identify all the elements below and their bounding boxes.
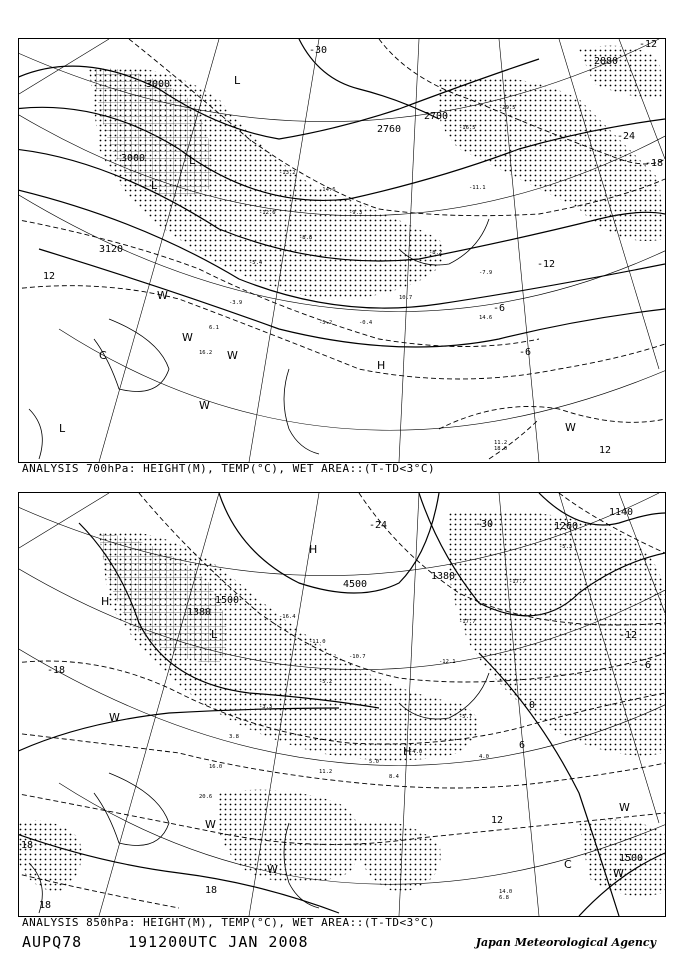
svg-text:11.2: 11.2 bbox=[319, 769, 333, 775]
svg-text:-0.4: -0.4 bbox=[359, 320, 373, 326]
svg-text:-5.2: -5.2 bbox=[319, 320, 333, 326]
center-marker: L bbox=[211, 628, 218, 641]
center-marker: H bbox=[403, 745, 412, 758]
svg-text:11.2: 11.2 bbox=[494, 440, 508, 446]
svg-text:-11.1: -11.1 bbox=[469, 185, 486, 191]
svg-text:-3.9: -3.9 bbox=[229, 300, 243, 306]
svg-text:16.0: 16.0 bbox=[209, 764, 223, 770]
temp-label: -24 bbox=[369, 520, 388, 531]
caption-700hpa: ANALYSIS 700hPa: HEIGHT(M), TEMP(°C), WET AREA::(T-TD<3°C) bbox=[22, 462, 436, 475]
height-label: 1500 bbox=[215, 595, 240, 606]
center-marker: H bbox=[101, 595, 110, 608]
height-label: 1140 bbox=[609, 507, 634, 518]
svg-text:-4.0: -4.0 bbox=[409, 749, 423, 755]
svg-text:6.8: 6.8 bbox=[499, 895, 509, 901]
center-marker: L bbox=[189, 154, 196, 167]
map-700hpa-svg bbox=[19, 39, 665, 462]
svg-text:-12.1: -12.1 bbox=[439, 659, 456, 665]
center-marker: W bbox=[109, 711, 120, 724]
map-850hpa-svg bbox=[19, 493, 665, 916]
svg-text:-5.4: -5.4 bbox=[249, 260, 263, 266]
temp-label: -18 bbox=[47, 665, 66, 676]
svg-text:-5.7: -5.7 bbox=[459, 714, 473, 720]
center-marker: W bbox=[619, 801, 630, 814]
svg-text:-17.7: -17.7 bbox=[509, 579, 526, 585]
caption-850hpa: ANALYSIS 850hPa: HEIGHT(M), TEMP(°C), WET AREA::(T-TD<3°C) bbox=[22, 916, 436, 929]
svg-text:-8.8: -8.8 bbox=[299, 235, 313, 241]
temp-label: -12 bbox=[619, 630, 638, 641]
wet-area bbox=[19, 511, 665, 896]
temp-label: 18 bbox=[21, 840, 34, 851]
height-label: 3120 bbox=[99, 244, 124, 255]
height-label: 4500 bbox=[343, 579, 368, 590]
temp-label: 12 bbox=[599, 445, 612, 456]
svg-text:-29.5: -29.5 bbox=[499, 105, 516, 111]
temp-label: 0 bbox=[529, 700, 536, 711]
svg-text:6.1: 6.1 bbox=[209, 325, 219, 331]
center-marker: L bbox=[59, 422, 66, 435]
svg-text:-9.3: -9.3 bbox=[349, 210, 363, 216]
height-label: 1500 bbox=[619, 853, 644, 864]
height-label: 3000 bbox=[146, 79, 171, 90]
temp-label: -6 bbox=[519, 347, 532, 358]
center-marker: C bbox=[99, 349, 107, 362]
chart-footer bbox=[22, 933, 658, 953]
temp-label: 18 bbox=[205, 885, 218, 896]
center-marker: W bbox=[182, 331, 193, 344]
temp-label: 12 bbox=[491, 815, 504, 826]
svg-text:-7.9: -7.9 bbox=[479, 270, 493, 276]
center-marker: L bbox=[151, 179, 158, 192]
height-label: 2700 bbox=[424, 111, 449, 122]
height-label: 2880 bbox=[594, 56, 619, 67]
center-marker: W bbox=[205, 818, 216, 831]
svg-text:-10.7: -10.7 bbox=[349, 654, 366, 660]
analysis-700hpa-map bbox=[18, 38, 666, 463]
svg-text:14.0: 14.0 bbox=[499, 889, 513, 895]
svg-text:16.2: 16.2 bbox=[199, 350, 213, 356]
center-marker: L bbox=[234, 74, 241, 87]
agency-name: Japan Meteorological Agency bbox=[475, 936, 656, 949]
temp-label: -6 bbox=[639, 660, 652, 671]
svg-text:-14.6: -14.6 bbox=[319, 187, 336, 193]
svg-text:-5.3: -5.3 bbox=[559, 544, 573, 550]
svg-text:10.7: 10.7 bbox=[399, 295, 413, 301]
temp-label: -30 bbox=[309, 45, 328, 56]
svg-text:-12.6: -12.6 bbox=[259, 210, 276, 216]
valid-time: 191200UTC JAN 2008 bbox=[128, 933, 309, 951]
center-marker: W bbox=[227, 349, 238, 362]
temp-label: -6 bbox=[493, 303, 506, 314]
analysis-850hpa-map bbox=[18, 492, 666, 917]
center-marker: W bbox=[267, 863, 278, 876]
center-marker: W bbox=[199, 399, 210, 412]
center-marker: W bbox=[565, 421, 576, 434]
svg-text:-5.2: -5.2 bbox=[319, 679, 333, 685]
center-marker: W bbox=[613, 867, 624, 880]
temp-label: 6 bbox=[519, 740, 526, 751]
svg-text:-17.7: -17.7 bbox=[459, 619, 476, 625]
svg-text:14.6: 14.6 bbox=[479, 315, 493, 321]
svg-text:-13.2: -13.2 bbox=[279, 170, 296, 176]
svg-text:-16.5: -16.5 bbox=[459, 125, 476, 131]
temp-label: 12 bbox=[43, 271, 56, 282]
temp-label: -12 bbox=[639, 39, 658, 50]
svg-text:3.8: 3.8 bbox=[229, 734, 239, 740]
temp-label: -18 bbox=[645, 158, 664, 169]
center-marker: C bbox=[564, 858, 572, 871]
height-label: 1260 bbox=[554, 521, 579, 532]
svg-text:-8.2: -8.2 bbox=[429, 250, 443, 256]
svg-text:-16.4: -16.4 bbox=[279, 614, 296, 620]
height-label: 1380 bbox=[187, 607, 212, 618]
temp-label: -24 bbox=[617, 131, 636, 142]
center-marker: H bbox=[309, 543, 318, 556]
svg-text:4.0: 4.0 bbox=[479, 754, 489, 760]
height-label: 1380 bbox=[431, 571, 456, 582]
center-marker: H bbox=[377, 359, 386, 372]
svg-text:8.4: 8.4 bbox=[389, 774, 399, 780]
svg-text:5.0: 5.0 bbox=[369, 759, 379, 765]
svg-text:20.6: 20.6 bbox=[199, 794, 213, 800]
chart-id: AUPQ78 bbox=[22, 933, 83, 951]
svg-text:18.0: 18.0 bbox=[494, 446, 508, 452]
temp-label: -30 bbox=[475, 519, 494, 530]
svg-text:-11.0: -11.0 bbox=[309, 639, 326, 645]
temp-label: 18 bbox=[39, 900, 52, 911]
temp-label: -12 bbox=[537, 259, 556, 270]
svg-text:-3.3: -3.3 bbox=[259, 704, 273, 710]
height-label: 2760 bbox=[377, 124, 402, 135]
height-label: 3000 bbox=[121, 153, 146, 164]
center-marker: W bbox=[157, 289, 168, 302]
